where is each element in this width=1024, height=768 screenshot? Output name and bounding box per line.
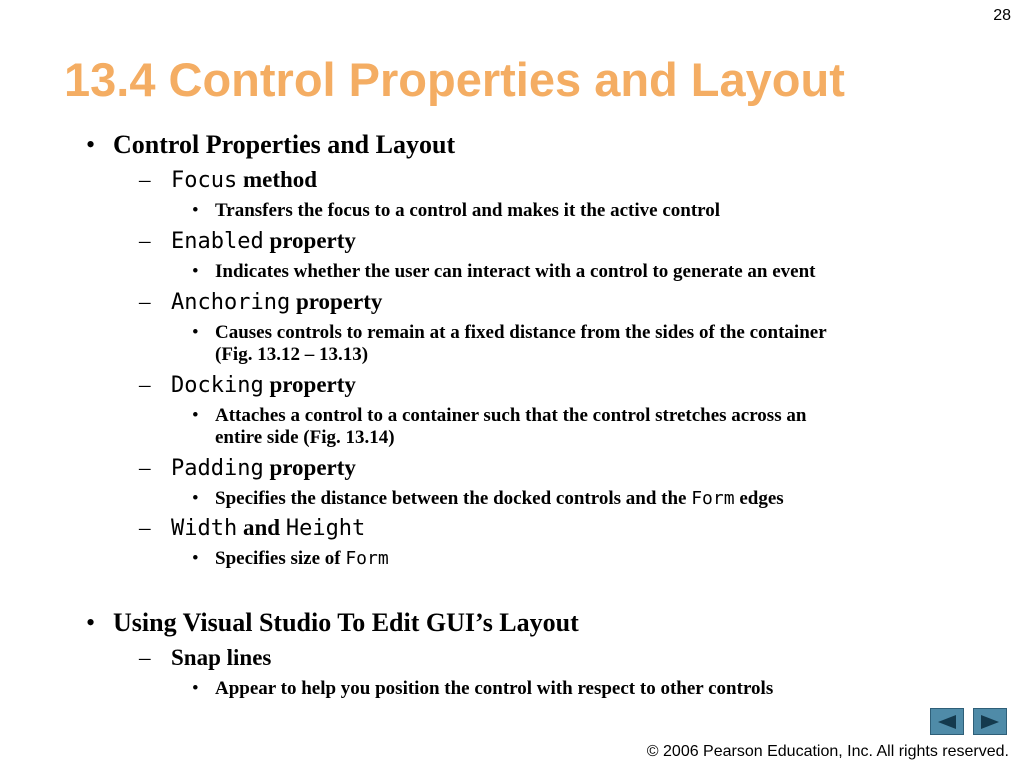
- sub-item-word: property: [263, 455, 356, 480]
- right-arrow-icon: [980, 714, 1000, 730]
- sub-item-word: property: [263, 228, 356, 253]
- bullet-marker: •: [86, 608, 96, 637]
- sub-item-word: property: [263, 372, 356, 397]
- bullet-control-properties: Control Properties and Layout: [113, 130, 456, 159]
- bullet-marker: •: [192, 678, 199, 699]
- sub-item-word: property: [290, 289, 383, 314]
- detail-snap-lines: Appear to help you position the control with respect to other controls: [215, 678, 774, 699]
- dash-marker: –: [139, 455, 151, 480]
- sub-item-focus: [171, 166, 317, 194]
- sub-item-enabled: [171, 227, 356, 255]
- code-term: Enabled: [171, 229, 264, 254]
- dash-marker: –: [139, 228, 151, 253]
- code-term: Form: [691, 488, 735, 509]
- bullet-marker: •: [192, 488, 199, 509]
- prev-slide-button[interactable]: [930, 708, 964, 735]
- sub-item-word: method: [237, 167, 318, 192]
- detail-text: Specifies size of: [215, 548, 346, 569]
- detail-docking-line2: entire side (Fig. 13.14): [215, 427, 395, 448]
- code-term: Docking: [171, 373, 264, 398]
- bullet-marker: •: [192, 322, 199, 343]
- code-term: Height: [285, 516, 366, 541]
- sub-item-width-height: [171, 514, 365, 542]
- dash-marker: –: [139, 167, 151, 192]
- detail-enabled: Indicates whether the user can interact with a control to generate an event: [215, 261, 816, 282]
- detail-text: Specifies the distance between the docked controls and the: [215, 488, 692, 509]
- dash-marker: –: [139, 515, 151, 540]
- sub-item-snap-lines: Snap lines: [171, 645, 272, 670]
- bullet-marker: •: [192, 200, 199, 221]
- left-arrow-icon: [937, 714, 957, 730]
- detail-text: edges: [734, 488, 784, 509]
- detail-docking-line1: Attaches a control to a container such that the control stretches across an: [215, 405, 807, 426]
- code-term: Form: [345, 548, 389, 569]
- code-term: Padding: [171, 456, 264, 481]
- bullet-marker: •: [192, 405, 199, 426]
- copyright-footer: © 2006 Pearson Education, Inc. All rights reserved.: [646, 743, 1009, 760]
- detail-size: [215, 548, 389, 570]
- sub-item-anchoring: [171, 288, 382, 316]
- detail-anchoring-line2: (Fig. 13.12 – 13.13): [215, 344, 369, 365]
- detail-anchoring-line1: Causes controls to remain at a fixed distance from the sides of the container: [215, 322, 827, 343]
- bullet-marker: •: [192, 261, 199, 282]
- sub-item-word: and: [237, 515, 286, 540]
- dash-marker: –: [139, 372, 151, 397]
- page-number: 28: [993, 7, 1011, 24]
- dash-marker: –: [139, 645, 151, 670]
- bullet-marker: •: [192, 548, 199, 569]
- dash-marker: –: [139, 289, 151, 314]
- slide-title: 13.4 Control Properties and Layout: [64, 53, 845, 106]
- code-term: Width: [171, 516, 238, 541]
- next-slide-button[interactable]: [973, 708, 1007, 735]
- detail-focus: Transfers the focus to a control and makes it the active control: [215, 200, 721, 221]
- bullet-marker: •: [86, 130, 96, 159]
- sub-item-docking: [171, 371, 356, 399]
- detail-padding: [215, 488, 784, 510]
- sub-item-padding: [171, 454, 356, 482]
- code-term: Anchoring: [171, 290, 291, 315]
- code-term: Focus: [171, 168, 238, 193]
- bullet-visual-studio: Using Visual Studio To Edit GUI’s Layout: [113, 608, 579, 637]
